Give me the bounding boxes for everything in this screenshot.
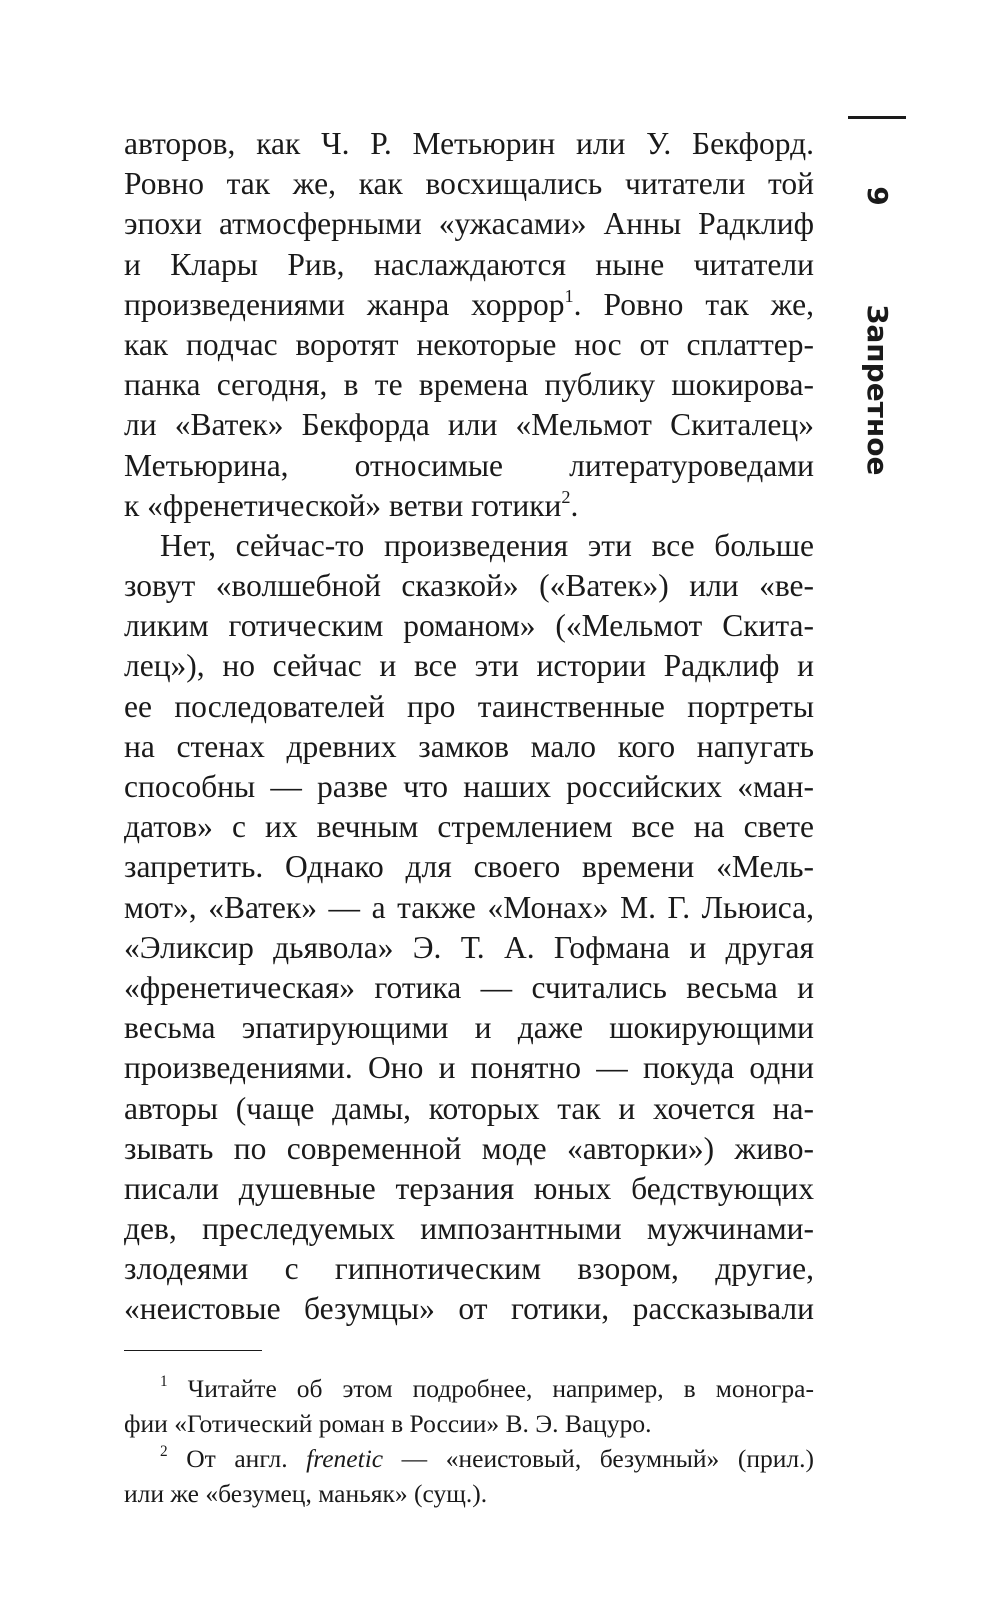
text-segment: к «френетической» ветви готики — [124, 487, 562, 523]
footnote-ref-1[interactable]: 1 — [564, 285, 574, 306]
footnote-2 — [124, 1441, 814, 1476]
body-text — [124, 124, 814, 1330]
text-line: зовут «волшебной сказкой» («Ватек») или «ве- — [124, 568, 814, 604]
text-line: писали душевные терзания юных бедствующих — [124, 1170, 814, 1206]
footnote-term: frenetic — [306, 1444, 384, 1473]
footnote-text: — «неистовый, безумный» (прил.) — [383, 1444, 814, 1473]
text-line: запретить. Однако для своего времени «Мель- — [124, 849, 814, 885]
footnote-text: Читайте об этом подробнее, например, в моногра- — [187, 1374, 814, 1403]
text-line: весьма эпатирующими и даже шокирующими — [124, 1010, 814, 1046]
text-line: ли «Ватек» Бекфорда или «Мельмот Скиталец» — [124, 407, 814, 443]
text-line: на стенах древних замков мало кого напугать — [124, 728, 814, 764]
running-title: Запретное — [861, 304, 894, 476]
text-line: датов» с их вечным стремлением все на свете — [124, 809, 814, 845]
text-line: эпохи атмосферными «ужасами» Анны Радклиф — [124, 206, 814, 242]
text-line: ликим готическим романом» («Мельмот Скита- — [124, 608, 814, 644]
header-rule — [848, 116, 906, 119]
text-line: Метьюрина, относимые литературоведами — [124, 447, 814, 483]
footnote-marker: 1 — [160, 1373, 168, 1391]
text-segment: . — [570, 487, 579, 523]
text-line: «неистовые безумцы» от готики, рассказывали — [124, 1291, 814, 1327]
text-line: Ровно так же, как восхищались читатели той — [124, 166, 814, 202]
text-line: как подчас воротят некоторые нос от сплаттер- — [124, 326, 814, 362]
footnote-1-cont: фии «Готический роман в России» В. Э. Вацуро. — [124, 1409, 652, 1438]
text-line: дев, преследуемых импозантными мужчинами- — [124, 1211, 814, 1247]
text-segment: . Ровно так же, — [573, 286, 814, 322]
footnote-marker: 2 — [160, 1443, 168, 1461]
text-line — [124, 486, 814, 526]
text-line: произведениями. Оно и понятно — покуда одни — [124, 1050, 814, 1086]
text-line: злодеями с гипнотическим взором, другие, — [124, 1251, 814, 1287]
text-line: Нет, сейчас-то произведения эти все больше — [160, 527, 814, 563]
text-line: лец»), но сейчас и все эти истории Радклиф и — [124, 648, 814, 684]
footnote-text: От англ. — [186, 1444, 307, 1473]
text-line: и Клары Рив, наслаждаются ныне читатели — [124, 246, 814, 282]
text-line: авторы (чаще дамы, которых так и хочется на- — [124, 1090, 814, 1126]
text-line — [124, 285, 814, 325]
footnotes — [124, 1371, 814, 1511]
text-line: ее последователей про таинственные портреты — [124, 688, 814, 724]
text-line: мот», «Ватек» — а также «Монах» М. Г. Льюиса, — [124, 889, 814, 925]
text-line: авторов, как Ч. Р. Метьюрин или У. Бекфорд. — [124, 126, 814, 161]
text-line: «Эликсир дьявола» Э. Т. А. Гофмана и другая — [124, 929, 814, 965]
footnote-separator — [124, 1350, 262, 1351]
text-line: «френетическая» готика — считались весьма и — [124, 969, 814, 1005]
footnote-ref-2[interactable]: 2 — [561, 486, 571, 507]
text-line: панка сегодня, в те времена публику шокирова- — [124, 367, 814, 403]
text-line: зывать по современной моде «авторки») живо- — [124, 1130, 814, 1166]
page-number: 9 — [861, 186, 894, 206]
footnote-1 — [124, 1371, 814, 1406]
footnote-2-cont: или же «безумец, маньяк» (сущ.). — [124, 1479, 488, 1508]
text-line: способны — разве что наших российских «ман- — [124, 769, 814, 804]
text-segment: произведениями жанра хоррор — [124, 286, 565, 322]
